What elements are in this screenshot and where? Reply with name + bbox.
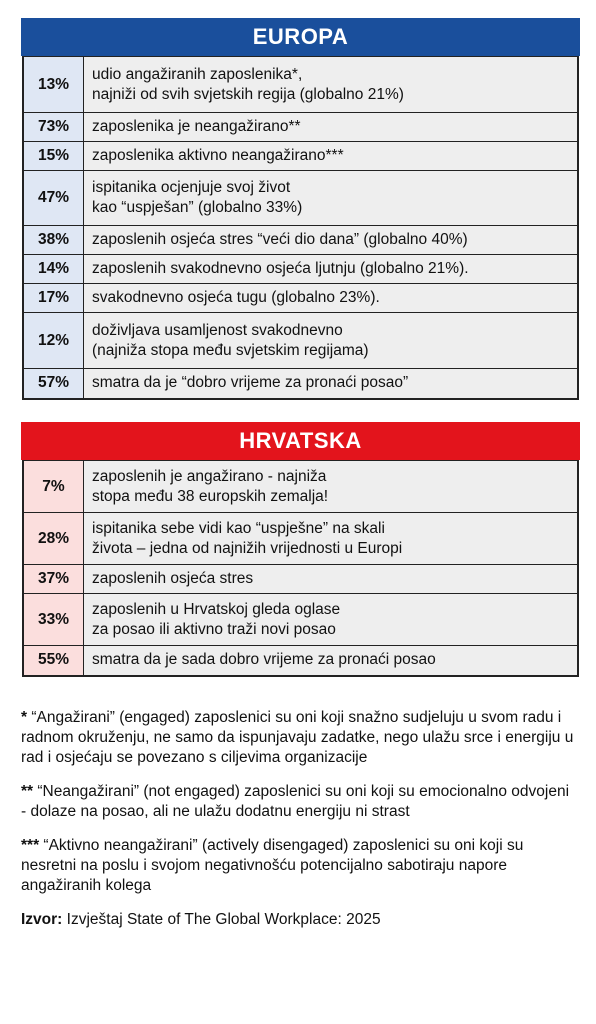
source-line (21, 910, 577, 930)
stat-description-line: smatra da je “dobro vrijeme za pronaći posao” (92, 374, 409, 392)
stat-description-line: zaposlenika aktivno neangažirano*** (92, 147, 344, 164)
stat-description (84, 513, 579, 565)
footnote-actively-disengaged: *** “Aktivno neangažirani” (actively disengaged) zaposlenici su oni koji su nesretni na poslu i svojom negativnošću potencijalno sabotiraju napore angažiranih kolega (21, 837, 524, 894)
stat-description (84, 313, 579, 369)
stat-percent: 12% (23, 313, 84, 369)
stat-description (84, 57, 579, 113)
stat-description (84, 142, 579, 171)
stat-row (23, 313, 578, 369)
stat-description-line: smatra da je sada dobro vrijeme za pronaći posao (92, 651, 436, 669)
stat-description-line: ispitanika sebe vidi kao “uspješne” na skali (92, 519, 385, 537)
stat-percent: 17% (23, 284, 84, 313)
stat-description-line: kao “uspješan” (globalno 33%) (92, 199, 303, 216)
stat-row (23, 513, 578, 565)
stat-description (84, 461, 579, 513)
stat-percent: 37% (23, 565, 84, 594)
stat-percent: 7% (23, 461, 84, 513)
stat-description-line: svakodnevno osjeća tugu (globalno 23%). (92, 289, 380, 306)
stat-row (23, 646, 578, 676)
stat-description-line: zaposlenih osjeća stres “veći dio dana” (globalno 40%) (92, 231, 468, 248)
stat-percent: 28% (23, 513, 84, 565)
stat-description-line: najniži od svih svjetskih regija (globalno 21%) (92, 85, 404, 103)
stat-description-line: udio angažiranih zaposlenika*, (92, 65, 303, 83)
stat-description-line: zaposlenih osjeća stres (92, 570, 254, 587)
stat-description-line: zaposlenih u Hrvatskoj gleda oglase (92, 600, 341, 618)
stat-row (23, 255, 578, 284)
stat-description-line: za posao ili aktivno traži novi posao (92, 620, 336, 638)
stat-percent: 33% (23, 594, 84, 646)
stat-percent: 57% (23, 369, 84, 399)
stat-percent: 15% (23, 142, 84, 171)
stat-description (84, 113, 579, 142)
europe-table (22, 56, 579, 400)
stat-row (23, 57, 578, 113)
stat-description-line: zaposlenih je angažirano - najniža (92, 467, 327, 485)
stat-row (23, 369, 578, 399)
stat-description (84, 594, 579, 646)
stat-description-line: ispitanika ocjenjuje svoj život (92, 179, 291, 196)
stat-row (23, 284, 578, 313)
stat-description (84, 284, 579, 313)
source-text: Izvještaj State of The Global Workplace: 2025 (66, 911, 381, 928)
source-label: Izvor: (21, 911, 63, 928)
stat-percent: 14% (23, 255, 84, 284)
stat-description (84, 171, 579, 226)
stat-row (23, 171, 578, 226)
stat-percent: 55% (23, 646, 84, 676)
stat-description-line: (najniža stopa među svjetskim regijama) (92, 341, 369, 359)
stat-description-line: doživljava usamljenost svakodnevno (92, 321, 343, 339)
stat-description-line: zaposlenika je neangažirano** (92, 118, 301, 135)
footnote-engaged: * “Angažirani” (engaged) zaposlenici su oni koji snažno sudjeluju u svom radu i radnom okruženju, ne samo da ispunjavaju zadatke, nego ulažu srce i energiju u rad i osjećaju se povezano s ciljevima organizacije (21, 709, 574, 766)
europe-section (21, 18, 580, 400)
stat-percent: 38% (23, 226, 84, 255)
stat-row (23, 594, 578, 646)
stat-description (84, 369, 579, 399)
stat-row (23, 113, 578, 142)
croatia-section (21, 422, 580, 677)
stat-percent: 73% (23, 113, 84, 142)
stat-description (84, 255, 579, 284)
stat-row (23, 461, 578, 513)
stat-description (84, 226, 579, 255)
footnotes (21, 708, 577, 944)
stat-row (23, 142, 578, 171)
stat-description (84, 565, 579, 594)
stat-description-line: stopa među 38 europskih zemalja! (92, 487, 329, 505)
stat-description (84, 646, 579, 676)
europe-banner: EUROPA (21, 18, 580, 56)
croatia-banner: HRVATSKA (21, 422, 580, 460)
footnote-not-engaged: ** “Neangažirani” (not engaged) zaposlenici su oni koji su emocionalno odvojeni - dolaze na posao, ali ne ulažu dodatnu energiju ni strast (21, 783, 570, 820)
stat-description-line: života – jedna od najnižih vrijednosti u Europi (92, 539, 403, 557)
stat-row (23, 226, 578, 255)
stat-percent: 13% (23, 57, 84, 113)
croatia-table (22, 460, 579, 677)
stat-row (23, 565, 578, 594)
stat-description-line: zaposlenih svakodnevno osjeća ljutnju (globalno 21%). (92, 260, 469, 277)
stat-percent: 47% (23, 171, 84, 226)
